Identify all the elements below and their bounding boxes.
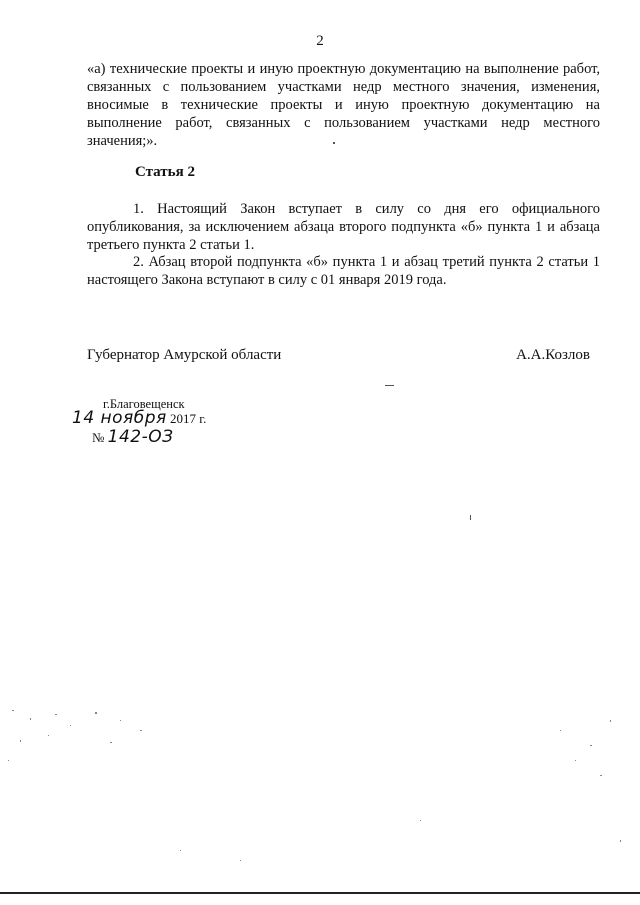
handwritten-date: 14 ноября	[72, 408, 167, 428]
date-year: 2017 г.	[170, 411, 207, 426]
place-of-signing: г.Благовещенск	[103, 397, 185, 411]
paragraph-article2-item1: 1. Настоящий Закон вступает в силу со дня его официального опубликования, за исключением абзаца второго подпункта «б» пункта 1 и абзаца третьего пункта 2 статьи 1.	[87, 201, 600, 253]
scan-noise	[0, 700, 640, 905]
paragraph-amendment: «а) технические проекты и иную проектную документацию на выполнение работ, связанных с пользованием участками недр местного значения, изменения, вносимые в технические проекты и иную проектную документацию на выполнение работ, связанных с пользованием участками недр местного значения;».	[87, 61, 600, 149]
paragraph-article2-item2: 2. Абзац второй подпункта «б» пункта 1 и абзац третий пункта 2 статьи 1 настоящего Закона вступают в силу с 01 января 2019 года.	[87, 254, 600, 288]
signatory-title: Губернатор Амурской области	[87, 347, 282, 363]
signatory-name: А.А.Козлов	[516, 347, 590, 363]
number-sign: №	[92, 430, 105, 445]
handwritten-law-number: 142-ОЗ	[107, 427, 174, 447]
page-number: 2	[316, 33, 324, 49]
law-number-line	[92, 427, 174, 447]
article-heading: Статья 2	[135, 164, 195, 180]
date-line	[72, 408, 206, 428]
scan-mark	[333, 142, 335, 144]
scan-mark	[470, 515, 471, 520]
scan-mark	[385, 385, 394, 386]
